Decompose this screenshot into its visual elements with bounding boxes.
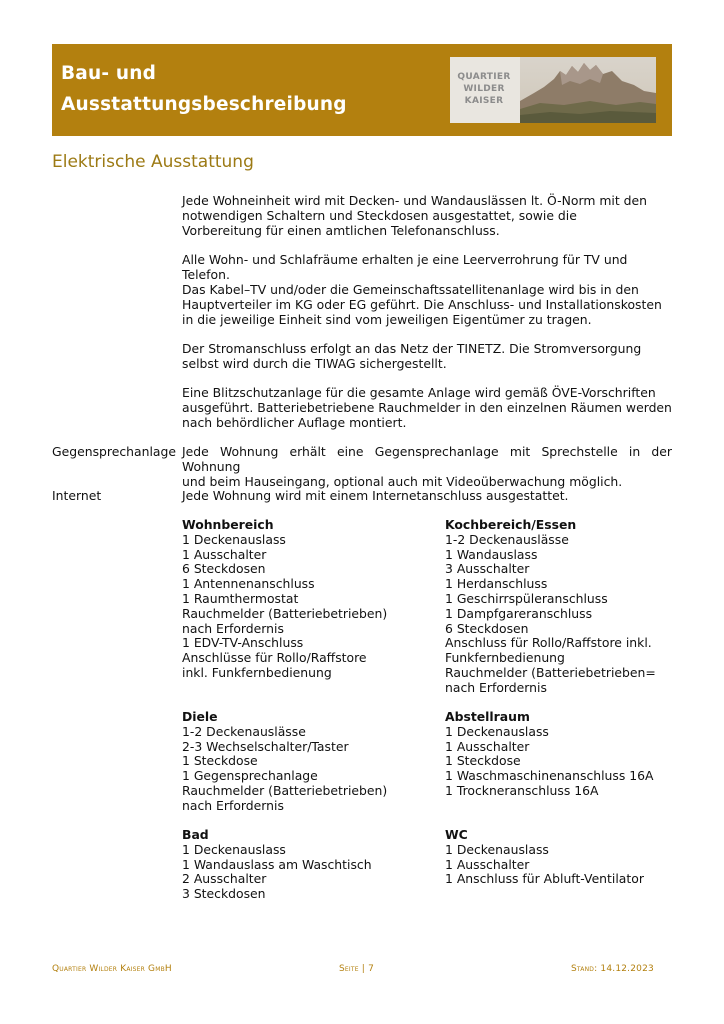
room-item: nach Erfordernis: [182, 620, 284, 636]
room-block: [182, 828, 432, 902]
room-title: Bad: [182, 827, 209, 842]
room-block: [445, 518, 695, 696]
footer-date: Stand: 14.12.2023: [571, 964, 654, 974]
room-block: [445, 828, 695, 887]
room-item: 1 Ausschalter: [445, 856, 530, 872]
room-item: 1 Deckenauslass: [445, 723, 549, 739]
room-item: 1 Trockneranschluss 16A: [445, 782, 599, 798]
text-line: Hauptverteiler im KG oder EG geführt. Die Anschluss- und Installationskosten: [182, 297, 662, 312]
room-equipment-list: [182, 518, 672, 908]
room-item: 6 Steckdosen: [182, 561, 266, 577]
logo-line: WILDER: [463, 84, 505, 94]
text-line: Der Stromanschluss erfolgt an das Netz der TINETZ. Die Stromversorgung: [182, 341, 642, 356]
room-block: [445, 710, 695, 799]
header-banner: [52, 44, 672, 136]
room-item: Funkfernbedienung: [445, 650, 565, 666]
room-item: 1-2 Deckenauslässe: [182, 723, 306, 739]
room-item: 1 EDV-TV-Anschluss: [182, 635, 304, 651]
footer-company: Quartier Wilder Kaiser GmbH: [52, 964, 172, 974]
room-item: Rauchmelder (Batteriebetrieben): [182, 605, 388, 621]
paragraph-outlets: [182, 193, 672, 238]
title-line: Bau- und: [61, 63, 157, 84]
company-logo: [450, 57, 656, 123]
room-block: [182, 518, 432, 681]
room-item: 1 Waschmaschinenanschluss 16A: [445, 768, 654, 784]
text-line: Alle Wohn- und Schlafräume erhalten je eine Leerverrohrung für TV und: [182, 252, 628, 267]
room-title: Kochbereich/Essen: [445, 517, 577, 532]
logo-line: QUARTIER: [457, 72, 511, 82]
room-item: 1 Deckenauslass: [182, 531, 286, 547]
logo-line: KAISER: [464, 96, 504, 106]
document-title: [61, 58, 347, 120]
room-item: 1 Deckenauslass: [182, 841, 286, 857]
room-item: Anschluss für Rollo/Raffstore inkl.: [445, 635, 652, 651]
text-line: Telefon.: [182, 267, 230, 282]
paragraph-intercom: [182, 444, 672, 489]
text-line: selbst wird durch die TIWAG sichergestellt.: [182, 356, 447, 371]
room-item: 1 Anschluss für Abluft-Ventilator: [445, 871, 644, 887]
room-item: 1 Deckenauslass: [445, 841, 549, 857]
room-item: nach Erfordernis: [445, 679, 547, 695]
text-line: Eine Blitzschutzanlage für die gesamte Anlage wird gemäß ÖVE-Vorschriften: [182, 385, 656, 400]
room-item: 1 Steckdose: [182, 753, 258, 769]
room-block: [182, 710, 432, 814]
room-item: Rauchmelder (Batteriebetrieben): [182, 782, 388, 798]
room-title: Wohnbereich: [182, 517, 274, 532]
paragraph-lightning: [182, 385, 672, 430]
text-line: Jede Wohneinheit wird mit Decken- und Wandauslässen lt. Ö-Norm mit den: [182, 193, 647, 208]
text-line: Jede Wohnung wird mit einem Internetanschluss ausgestattet.: [182, 488, 569, 503]
logo-wordmark: [452, 71, 516, 107]
text-line: und beim Hauseingang, optional auch mit Videoüberwachung möglich.: [182, 474, 623, 489]
room-item: 1 Ausschalter: [445, 738, 530, 754]
room-item: Anschlüsse für Rollo/Raffstore: [182, 650, 367, 666]
text-line: in die jeweilige Einheit sind vom jeweiligen Eigentümer zu tragen.: [182, 312, 592, 327]
text-line: Das Kabel–TV und/oder die Gemeinschaftssatellitenanlage wird bis in den: [182, 282, 639, 297]
room-item: Rauchmelder (Batteriebetrieben=: [445, 664, 656, 680]
mountain-image: [520, 57, 656, 123]
room-item: 2 Ausschalter: [182, 871, 267, 887]
room-item: 1 Wandauslass am Waschtisch: [182, 856, 372, 872]
room-title: WC: [445, 827, 468, 842]
text-line: Jede Wohnung erhält eine Gegensprechanlage mit Sprechstelle in der Wohnung: [182, 444, 672, 474]
intercom-label: Gegensprechanlage: [52, 444, 176, 459]
room-item: 1 Geschirrspüleranschluss: [445, 590, 608, 606]
internet-label: Internet: [52, 488, 102, 503]
paragraph-power: [182, 341, 672, 371]
paragraph-tv: [182, 252, 672, 327]
room-item: 1 Herdanschluss: [445, 576, 548, 592]
room-title: Abstellraum: [445, 709, 530, 724]
section-title: Elektrische Ausstattung: [52, 152, 254, 172]
text-line: notwendigen Schaltern und Steckdosen ausgestattet, sowie die: [182, 208, 577, 223]
footer-page-number: Seite | 7: [339, 964, 375, 974]
room-item: 1 Gegensprechanlage: [182, 768, 318, 784]
paragraph-internet: [182, 488, 672, 503]
room-item: 1 Antennenanschluss: [182, 576, 315, 592]
room-item: 1 Ausschalter: [182, 546, 267, 562]
room-item: 2-3 Wechselschalter/Taster: [182, 738, 349, 754]
text-line: ausgeführt. Batteriebetriebene Rauchmelder in den einzelnen Räumen werden: [182, 400, 672, 415]
room-item: 1 Raumthermostat: [182, 590, 299, 606]
room-item: 1 Wandauslass: [445, 546, 538, 562]
room-item: 6 Steckdosen: [445, 620, 529, 636]
room-item: inkl. Funkfernbedienung: [182, 664, 332, 680]
room-item: nach Erfordernis: [182, 797, 284, 813]
room-title: Diele: [182, 709, 218, 724]
room-item: 3 Ausschalter: [445, 561, 530, 577]
room-item: 1 Steckdose: [445, 753, 521, 769]
room-item: 1 Dampfgareranschluss: [445, 605, 593, 621]
text-line: nach behördlicher Auflage montiert.: [182, 415, 407, 430]
room-item: 3 Steckdosen: [182, 886, 266, 902]
room-item: 1-2 Deckenauslässe: [445, 531, 569, 547]
title-line: Ausstattungsbeschreibung: [61, 94, 347, 115]
text-line: Vorbereitung für einen amtlichen Telefonanschluss.: [182, 223, 500, 238]
